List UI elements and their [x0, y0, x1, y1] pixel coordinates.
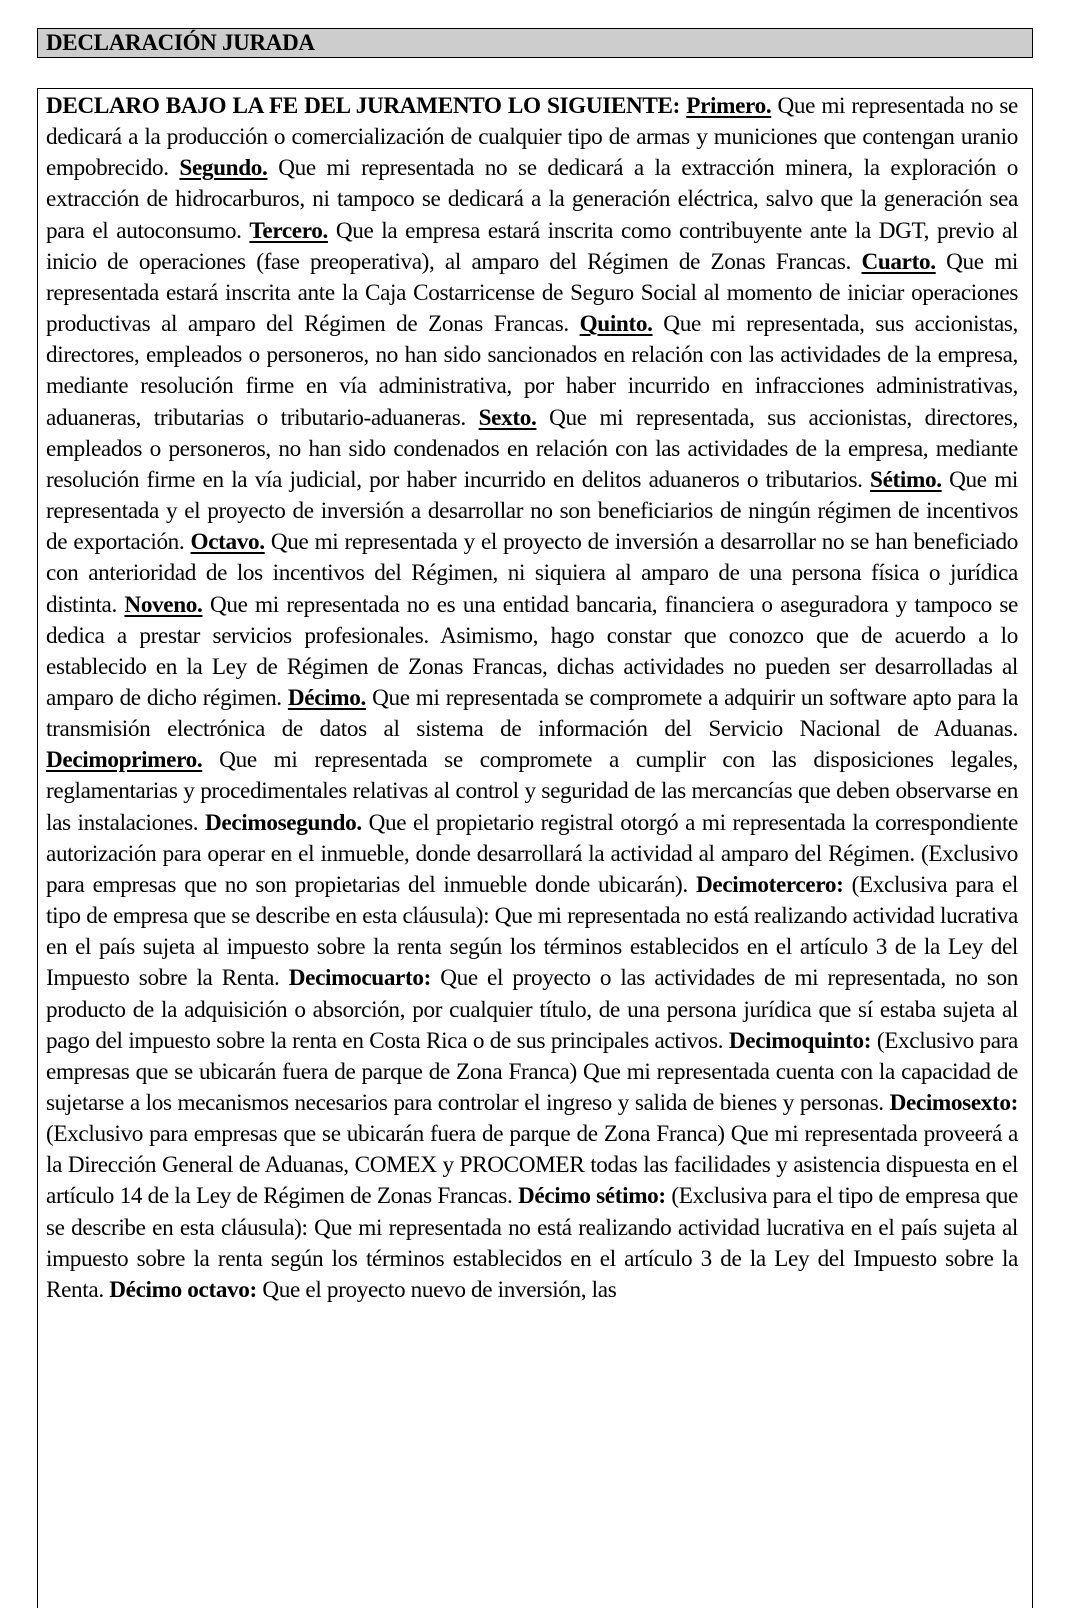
clause-label [179, 155, 267, 181]
clause-label: Decimosegundo. [205, 809, 362, 836]
clause-label-underline: Noveno. [124, 591, 203, 618]
clause-text: Que mi representada se compromete a cumplir con las disposiciones legales, reglamentarias y procedimentales relativas al control y seguridad de las mercancías que deben observarse en las instalaciones. [46, 747, 1018, 836]
clause-label-underline: Quinto. [579, 311, 653, 338]
clause-text: Que mi representada no es una entidad bancaria, financiera o aseguradora y tampoco se dedica a prestar servicios profesionales. Asimismo, hago constar que conozco que de acuerdo a lo establecido en la Ley de Régimen de Zonas Francas, dichas actividades no pueden ser desarrolladas al amparo de dicho régimen. [46, 591, 1018, 711]
clause-label: Decimoquinto: [728, 1027, 872, 1054]
clause-label: Décimo octavo: [109, 1276, 257, 1303]
clause-label [479, 405, 537, 431]
document-title-bar [37, 28, 1033, 58]
clause-text: (Exclusivo para empresas que se ubicarán fuera de parque de Zona Franca) Que mi representada cuenta con la capacidad de sujetarse a los mecanismos necesarios para controlar el ingreso y salida de bienes y personas. [46, 1027, 1018, 1116]
clause-text: Que mi representada no se dedicará a la producción o comercialización de cualquier tipo de armas y municiones que contengan uranio empobrecido. [46, 93, 1018, 182]
clause-text: Que mi representada, sus accionistas, directores, empleados o personeros, no han sido sancionados en relación con las actividades de la empresa, mediante resolución firme en vía administrativa, por haber incurrido en infracciones administrativas, aduaneras, tributarias o tributario-aduaneras. [46, 311, 1019, 431]
clause-text: Que mi representada, sus accionistas, directores, empleados o personeros, no han sido condenados en relación con las actividades de la empresa, mediante resolución firme en la vía judicial, por haber incurrido en delitos aduaneros o tributarios. [46, 404, 1018, 493]
clause-label-underline: Cuarto. [861, 248, 936, 275]
clause-label-underline: Decimoprimero. [46, 747, 203, 774]
clause-text: Que mi representada y el proyecto de inversión a desarrollar no son beneficiarios de ningún régimen de incentivos de exportación. [46, 466, 1018, 556]
clause-label: Décimo sétimo: [517, 1183, 666, 1210]
clause-label-underline: Sétimo. [870, 466, 942, 493]
clause-label [686, 93, 771, 119]
clause-text: Que mi representada no se dedicará a la extracción minera, la exploración o extracción de hidrocarburos, ni tampoco se dedicará a la generación eléctrica, salvo que la generación sea para el autoconsumo. [46, 155, 1019, 244]
declaration-intro: DECLARO BAJO LA FE DEL JURAMENTO LO SIGUIENTE: [46, 93, 681, 119]
clause-text: Que la empresa estará inscrita como contribuyente ante la DGT, previo al inicio de operaciones (fase preoperativa), al amparo del Régimen de Zonas Francas. [46, 217, 1018, 275]
declaration-text [46, 91, 1018, 1306]
clause-label [870, 467, 942, 493]
clause-text: Que mi representada se compromete a adquirir un software apto para la transmisión electrónica de datos al sistema de información del Servicio Nacional de Aduanas. [46, 684, 1019, 743]
clause-label-underline: Sexto. [478, 404, 537, 431]
clause-label-underline: Octavo. [190, 529, 265, 556]
clause-text: Que el proyecto o las actividades de mi representada, no son producto de la adquisición o absorción, por cualquier título, de una persona jurídica que sí estaba sujeta al pago del impuesto sobre la renta en Costa Rica o de sus principales activos. [46, 965, 1018, 1054]
clause-label-underline: Tercero. [249, 217, 328, 244]
clause-label [580, 311, 653, 337]
clause-text: (Exclusiva para el tipo de empresa que se describe en esta cláusula): Que mi representada no está realizando actividad lucrativa en el país sujeta al impuesto sobre la renta según los términos establecidos en el artículo 3 de la Ley del Impuesto sobre la Renta. [46, 1183, 1018, 1303]
clause-text: Que el propietario registral otorgó a mi representada la correspondiente autorización para operar en el inmueble, donde desarrollará la actividad al amparo del Régimen. (Exclusivo para empresas que no son propietarias del inmueble donde ubicarán). [46, 809, 1018, 898]
clause-label: Decimotercero: [696, 871, 844, 898]
clause-label-underline: Décimo. [287, 684, 366, 711]
clause-label [46, 747, 202, 773]
declaration-box [37, 88, 1033, 1608]
clause-label [288, 685, 366, 711]
clause-label-underline: Segundo. [179, 155, 268, 182]
document-title: DECLARACIÓN JURADA [46, 30, 315, 55]
clause-label: Decimosexto: [889, 1090, 1018, 1116]
clause-text: (Exclusivo para empresas que se ubicarán fuera de parque de Zona Franca) Que mi representada proveerá a la Dirección General de Aduanas, COMEX y PROCOMER todas las facilidades y asistencia dispuesta en el artículo 14 de la Ley de Régimen de Zonas Francas. [46, 1121, 1018, 1210]
clause-label: Decimocuarto: [288, 965, 431, 992]
clause-label-underline: Primero. [686, 93, 772, 119]
clause-label [861, 249, 935, 275]
clause-label [191, 529, 265, 555]
clause-text: Que el proyecto nuevo de inversión, las [256, 1276, 617, 1303]
clause-label [124, 592, 202, 618]
clause-text: Que mi representada estará inscrita ante la Caja Costarricense de Seguro Social al momento de iniciar operaciones productivas al amparo del Régimen de Zonas Francas. [46, 248, 1018, 338]
clause-label [249, 218, 328, 244]
clause-text: (Exclusiva para el tipo de empresa que se describe en esta cláusula): Que mi representada no está realizando actividad lucrativa en el país sujeta al impuesto sobre la renta según los términos establecidos en el artículo 3 de la Ley del Impuesto sobre la Renta. [46, 871, 1018, 992]
clause-text: Que mi representada y el proyecto de inversión a desarrollar no se han beneficiado con anterioridad de los incentivos del Régimen, ni siquiera al amparo de una persona física o jurídica distinta. [46, 529, 1018, 618]
